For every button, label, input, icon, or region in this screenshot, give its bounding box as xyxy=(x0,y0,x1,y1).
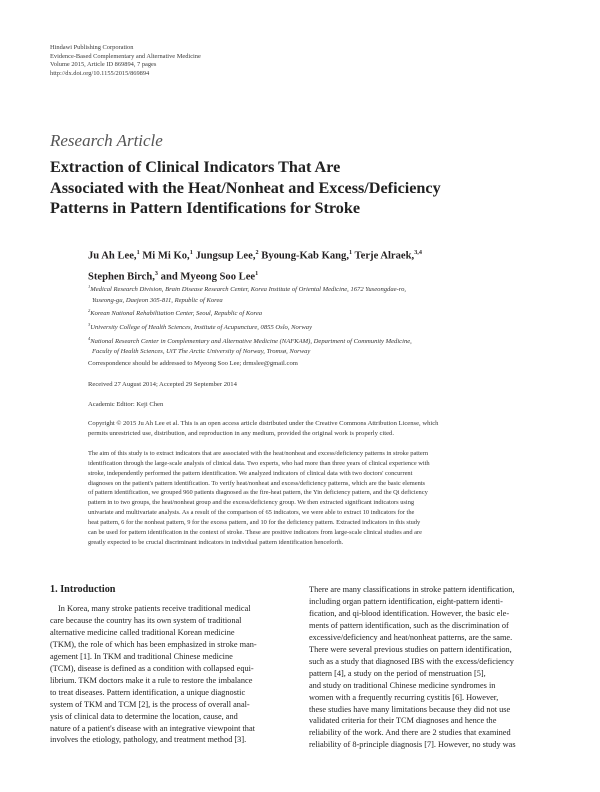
author-affil-sup: 1 xyxy=(255,270,259,278)
author-affil-sup: 1 xyxy=(136,249,140,256)
abstract-line: can be used for pattern identification in the context of stroke. These are positive indicators from large-scale clinical studies and are xyxy=(88,528,422,536)
received-line: Received 27 August 2014; Accepted 29 September 2014 xyxy=(88,381,237,388)
affiliation-number: 1 xyxy=(88,284,91,289)
body-line: validated criteria for their TCM diagnoses and hence the xyxy=(309,716,497,726)
publisher-line: Hindawi Publishing Corporation xyxy=(50,44,134,51)
body-line: (TKM), the role of which has been emphasized in stroke man- xyxy=(50,639,257,649)
affiliation-continuation: Faculty of Health Sciences, UiT The Arctic University of Norway, Tromsø, Norway xyxy=(92,348,311,356)
abstract-line: diagnoses on the patient's pattern identification. To verify heat/nonheat and excess/deficiency patterns, which are the basic elements xyxy=(88,479,426,487)
author-name: Mi Mi Ko, xyxy=(142,250,190,262)
affiliation-continuation: Yuseong-gu, Daejeon 305-811, Republic of Korea xyxy=(92,296,223,304)
copyright-line: permits unrestricted use, distribution, and reproduction in any medium, provided the original work is properly cited. xyxy=(88,429,394,437)
affiliations xyxy=(88,282,568,358)
copyright-line: Copyright © 2015 Ju Ah Lee et al. This is an open access article distributed under the Creative Commons Attribution License, which xyxy=(88,420,439,427)
body-line: alternative medicine called traditional Korean medicine xyxy=(50,627,235,637)
author-name: Jungsup Lee, xyxy=(195,250,256,262)
affiliation-number: 4 xyxy=(88,335,91,341)
affiliation-number: 2 xyxy=(88,308,91,314)
body-line: these studies have many limitations because they did not use xyxy=(309,704,511,714)
body-line: care because the country has its own system of traditional xyxy=(50,615,242,625)
body-line: (TCM), disease is defined as a condition with collapsed equi- xyxy=(50,663,254,673)
body-line: and study on traditional Chinese medicine syndromes in xyxy=(309,680,496,690)
body-line: In Korea, many stroke patients receive traditional medical xyxy=(58,604,251,613)
affiliation-item xyxy=(88,334,568,348)
affiliation-text: National Research Center in Complementary and Alternative Medicine (NAFKAM), Department of Community Medicine, xyxy=(90,337,412,345)
journal-name: Evidence-Based Complementary and Alternative Medicine xyxy=(50,52,201,60)
body-line: agement [1]. In TKM and traditional Chinese medicine xyxy=(50,651,233,661)
affiliation-text: Medical Research Division, Brain Disease Research Center, Korea Institute of Oriental Medicine, 1672 Yuseongdae-ro, xyxy=(90,286,407,294)
affiliation-number: 3 xyxy=(88,321,91,327)
body-line: librium. TKM doctors make it a rule to restore the imbalance xyxy=(50,675,253,685)
author-affil-sup: 3,4 xyxy=(414,249,422,256)
body-line: including organ pattern identification, eight-pattern identi- xyxy=(309,596,503,606)
author-name: and Myeong Soo Lee xyxy=(160,271,256,283)
affiliation-text: Korean National Rehabilitation Center, Seoul, Republic of Korea xyxy=(90,310,263,318)
author-name: Stephen Birch, xyxy=(88,271,155,283)
author-affil-sup: 1 xyxy=(348,249,353,256)
body-line: There were several previous studies on pattern identification, xyxy=(309,644,512,654)
body-left-column xyxy=(50,603,292,746)
affiliation-text: University College of Health Sciences, Institute of Acupuncture, 0855 Oslo, Norway xyxy=(90,324,313,332)
abstract-line: stroke, independently performed the pattern identification. We analyzed indicators of clinical data with two doctors' concurrent xyxy=(88,469,413,477)
author-affil-sup: 3 xyxy=(154,270,159,278)
volume-line: Volume 2015, Article ID 869894, 7 pages xyxy=(50,61,157,69)
affiliation-item xyxy=(88,306,568,320)
author-name: Byoung-Kab Kang, xyxy=(261,250,349,262)
editor-line: Academic Editor: Keji Chen xyxy=(88,401,164,408)
body-line: involves the etiology, pathology, and treatment method [3]. xyxy=(50,735,247,745)
title-line: Extraction of Clinical Indicators That Are xyxy=(50,158,341,176)
title-line: Associated with the Heat/Nonheat and Excess/Deficiency xyxy=(50,178,441,197)
body-line: There are many classifications in stroke pattern identification, xyxy=(309,585,515,594)
abstract-line: pattern in to two groups, the heat/nonheat group and the excess/deficiency group. We then extracted significant indicators using xyxy=(88,499,415,507)
abstract-line: of pattern identification, we grouped 960 patients diagnosed as the fire-heat pattern, the Yin deficiency pattern, and the Qi deficiency xyxy=(88,489,428,497)
body-line: ments of pattern identification, such as the discrimination of xyxy=(309,620,509,630)
affiliation-item xyxy=(88,320,568,334)
abstract-line: greatly expected to be crucial discriminant indicators in individual pattern identification henceforth. xyxy=(88,538,344,546)
author-affil-sup: 1 xyxy=(189,249,193,256)
author-list xyxy=(88,244,568,286)
body-line: to treat diseases. Pattern identification, a unique diagnostic xyxy=(50,687,246,697)
body-line: ysis of clinical data to determine the location, cause, and xyxy=(50,711,238,721)
body-line: system of TKM and TCM [2], is the process of overall anal- xyxy=(50,699,250,709)
doi-link[interactable]: http://dx.doi.org/10.1155/2015/869894 xyxy=(50,69,150,77)
body-line: pattern [4], a study on the period of menstruation [5], xyxy=(309,668,486,678)
author-name: Terje Alraek, xyxy=(354,250,415,262)
body-line: women with a frequently recurring cystitis [6]. However, xyxy=(309,692,499,702)
title-line: Patterns in Pattern Identifications for Stroke xyxy=(50,199,361,217)
abstract-line: univariate and multivariate analysis. As a result of the comparison of 65 indicators, we were able to extract 10 indicators for the xyxy=(88,509,415,517)
body-line: reliability of 8-principle diagnosis [7]. However, no study was xyxy=(309,740,516,750)
article-type: Research Article xyxy=(50,131,163,150)
body-line: nature of a patient's disease with an integrative viewpoint that xyxy=(50,723,255,733)
abstract-line: identification through the large-scale analysis of clinical data. Two experts, who had more than three years of clinical experience with xyxy=(88,459,430,467)
correspondence-line: Correspondence should be addressed to Myeong Soo Lee; drmslee@gmail.com xyxy=(88,360,298,367)
body-line: such as a study that diagnosed IBS with the excess/deficiency xyxy=(309,656,514,666)
author-name: Ju Ah Lee, xyxy=(88,250,137,262)
copyright-notice xyxy=(88,419,568,439)
paper-title xyxy=(50,157,550,219)
abstract-line: The aim of this study is to extract indicators that are associated with the heat/nonheat and excess/deficiency patterns in stroke pattern xyxy=(88,450,429,457)
author-affil-sup: 2 xyxy=(255,249,259,256)
body-line: excessive/deficiency and heat/nonheat patterns, are the same. xyxy=(309,632,513,642)
affiliation-item xyxy=(88,282,568,296)
body-line: reliability of the work. And there are 2 studies that examined xyxy=(309,728,511,738)
abstract-line: heat pattern, 6 for the nonheat pattern, 9 for the excess pattern, and 10 for the deficiency pattern. Extracted indicators in this study xyxy=(88,518,421,526)
body-right-column xyxy=(309,584,551,751)
abstract xyxy=(88,449,570,547)
body-line: fication, and qi-blood identification. However, the basic ele- xyxy=(309,608,510,618)
journal-header xyxy=(50,44,201,78)
section-heading: 1. Introduction xyxy=(50,584,116,595)
